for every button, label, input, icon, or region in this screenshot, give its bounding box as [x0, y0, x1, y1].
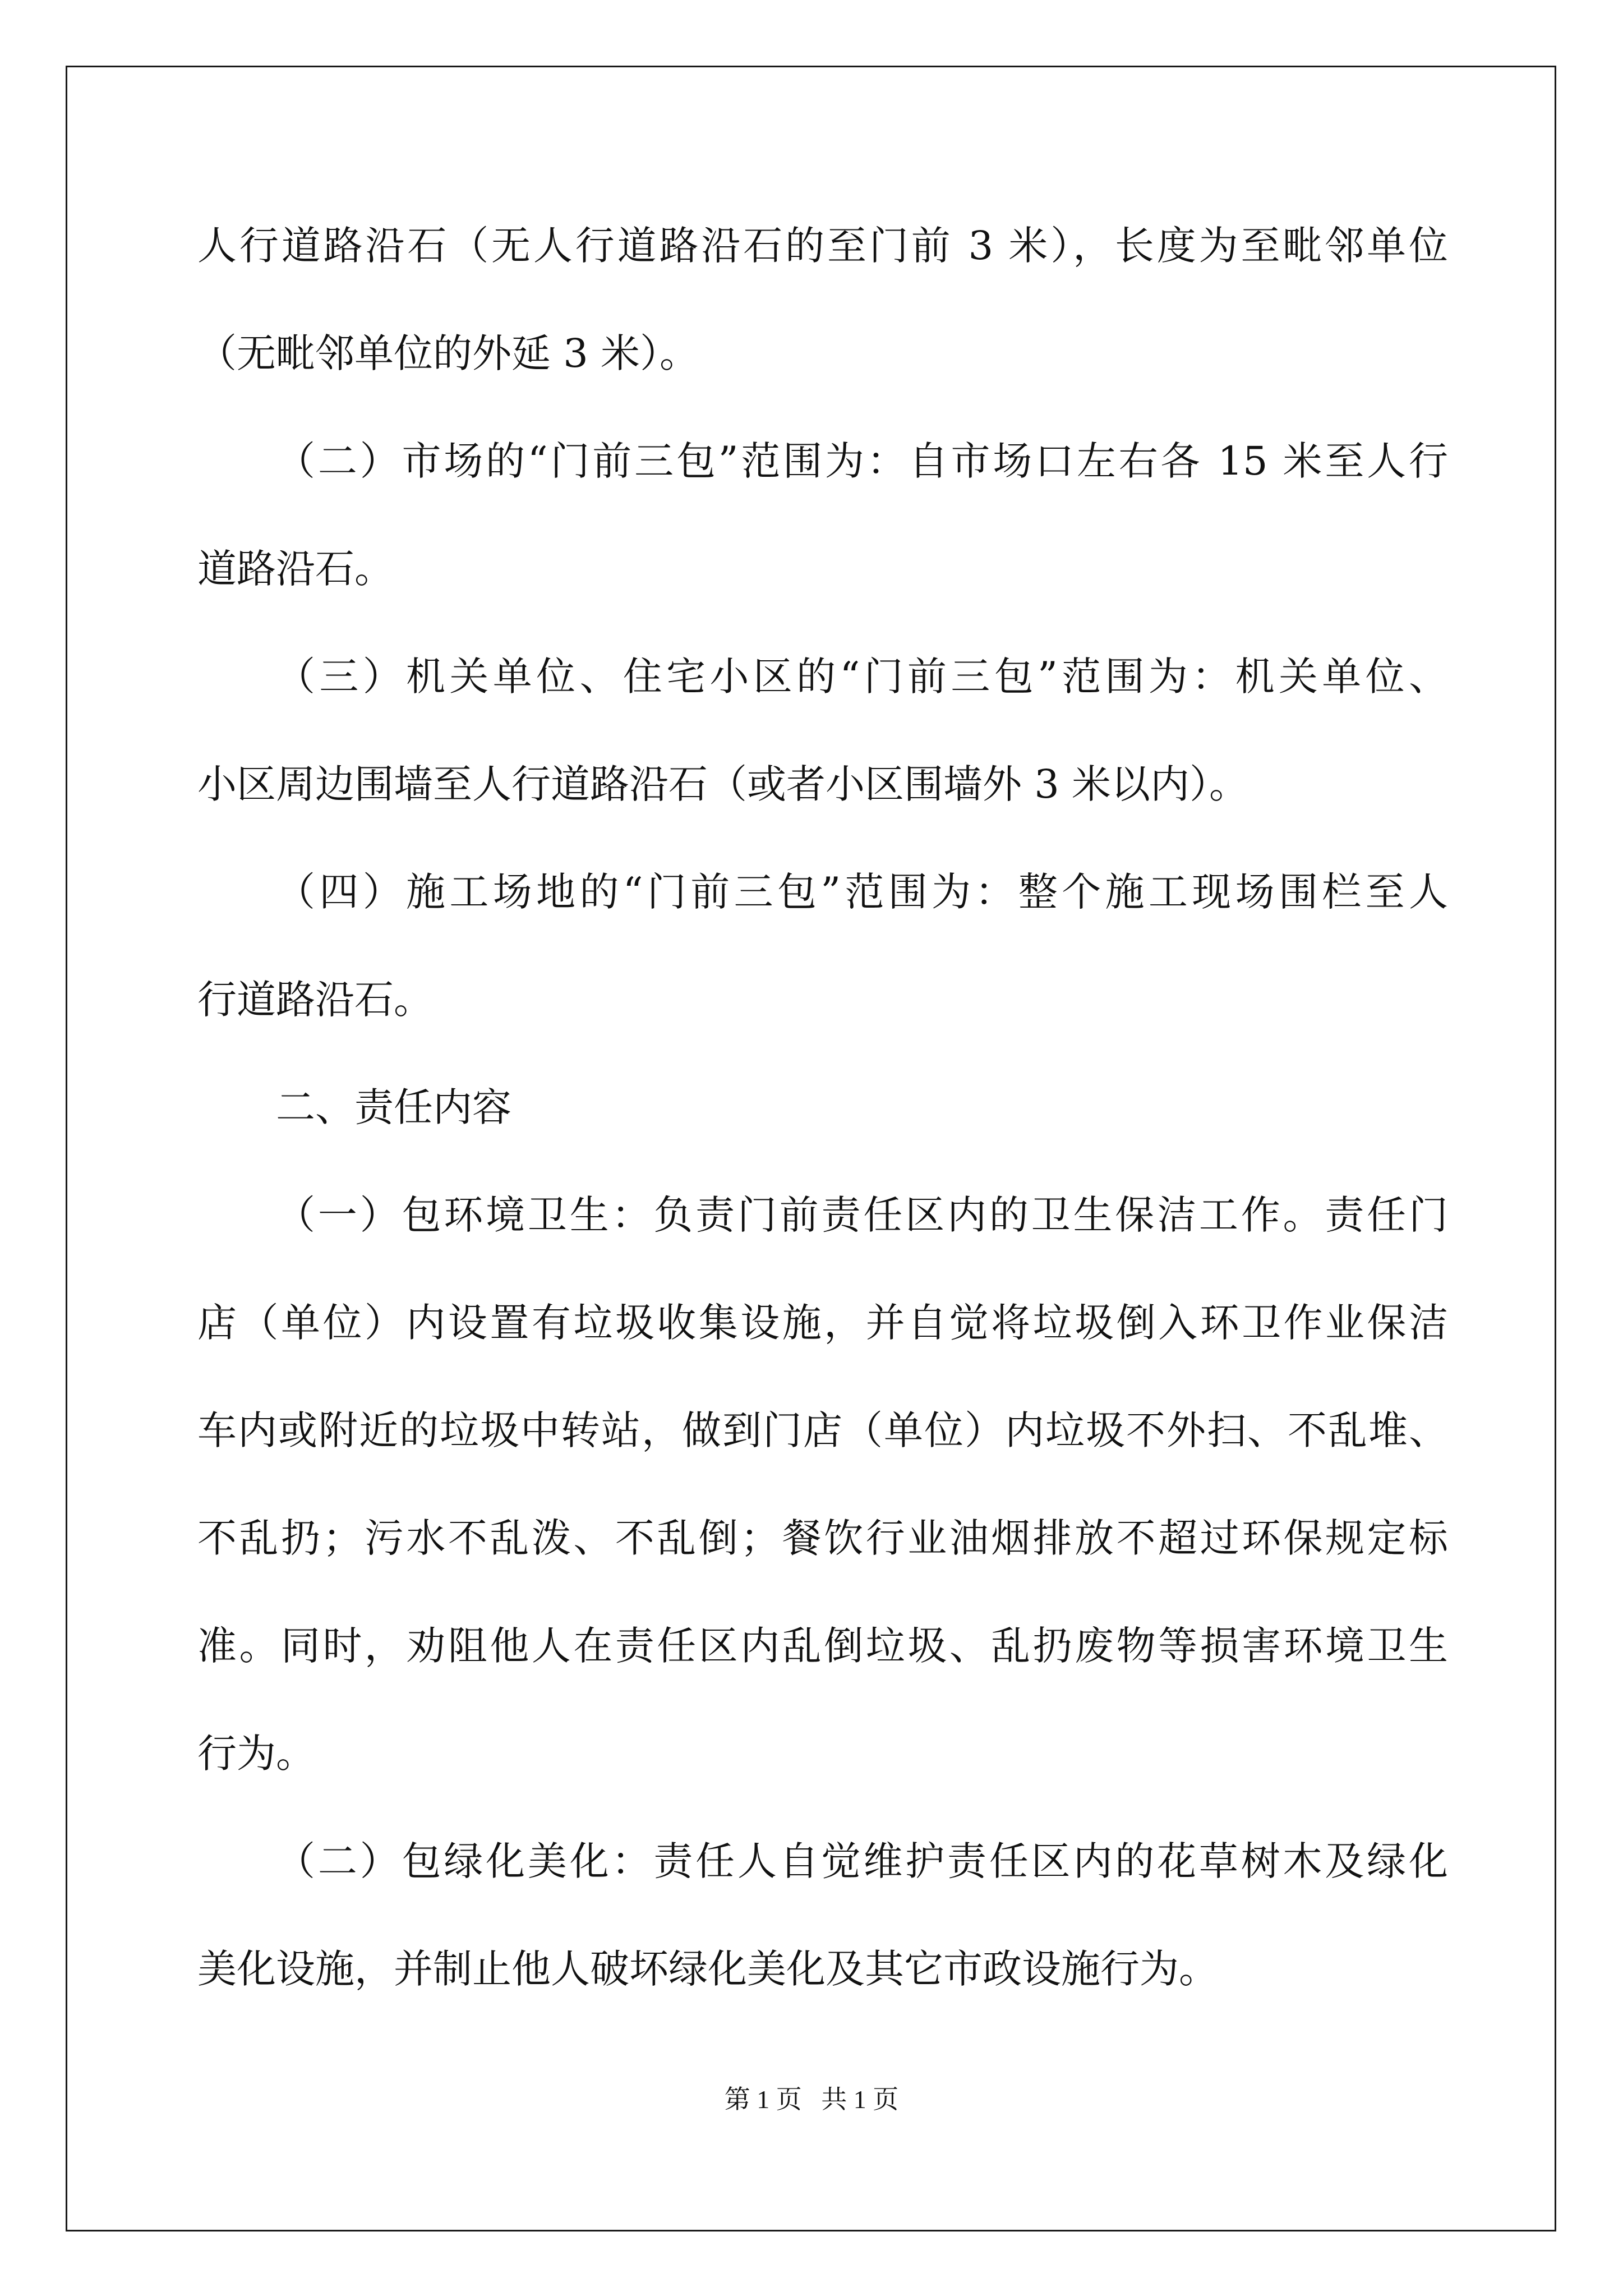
- paragraph-line: 小区周边围墙至人行道路沿石（或者小区围墙外 3 米以内）。: [197, 761, 1249, 807]
- paragraph-line: （一）包环境卫生：负责门前责任区内的卫生保洁工作。责任门: [276, 1192, 1448, 1238]
- paragraph-line: 行为。: [197, 1731, 315, 1777]
- paragraph-line: 店（单位）内设置有垃圾收集设施，并自觉将垃圾倒入环卫作业保洁: [197, 1300, 1448, 1346]
- paragraph-line: （二）市场的“门前三包”范围为：自市场口左右各 15 米至人行: [276, 438, 1448, 484]
- section-heading: 二、责任内容: [276, 1084, 511, 1130]
- paragraph-line: 行道路沿石。: [197, 977, 433, 1023]
- paragraph-line: 车内或附近的垃圾中转站，做到门店（单位）内垃圾不外扫、不乱堆、: [197, 1407, 1448, 1453]
- paragraph-line: 不乱扔；污水不乱泼、不乱倒；餐饮行业油烟排放不超过环保规定标: [197, 1515, 1448, 1561]
- page-number-footer: 第 1 页 共 1 页: [724, 2085, 899, 2114]
- paragraph-line: （三）机关单位、住宅小区的“门前三包”范围为：机关单位、: [276, 654, 1448, 700]
- paragraph-line: （二）包绿化美化：责任人自觉维护责任区内的花草树木及绿化: [276, 1838, 1448, 1884]
- paragraph-line: 道路沿石。: [197, 546, 394, 592]
- paragraph-line: 美化设施，并制止他人破坏绿化美化及其它市政设施行为。: [197, 1946, 1218, 1992]
- paragraph-line: （四）施工场地的“门前三包”范围为：整个施工现场围栏至人: [276, 869, 1448, 915]
- paragraph-line: （无毗邻单位的外延 3 米）。: [197, 330, 699, 376]
- paragraph-line: 准。同时，劝阻他人在责任区内乱倒垃圾、乱扔废物等损害环境卫生: [197, 1623, 1448, 1669]
- paragraph-line: 人行道路沿石（无人行道路沿石的至门前 3 米），长度为至毗邻单位: [197, 223, 1448, 269]
- document-body: [197, 218, 1448, 2049]
